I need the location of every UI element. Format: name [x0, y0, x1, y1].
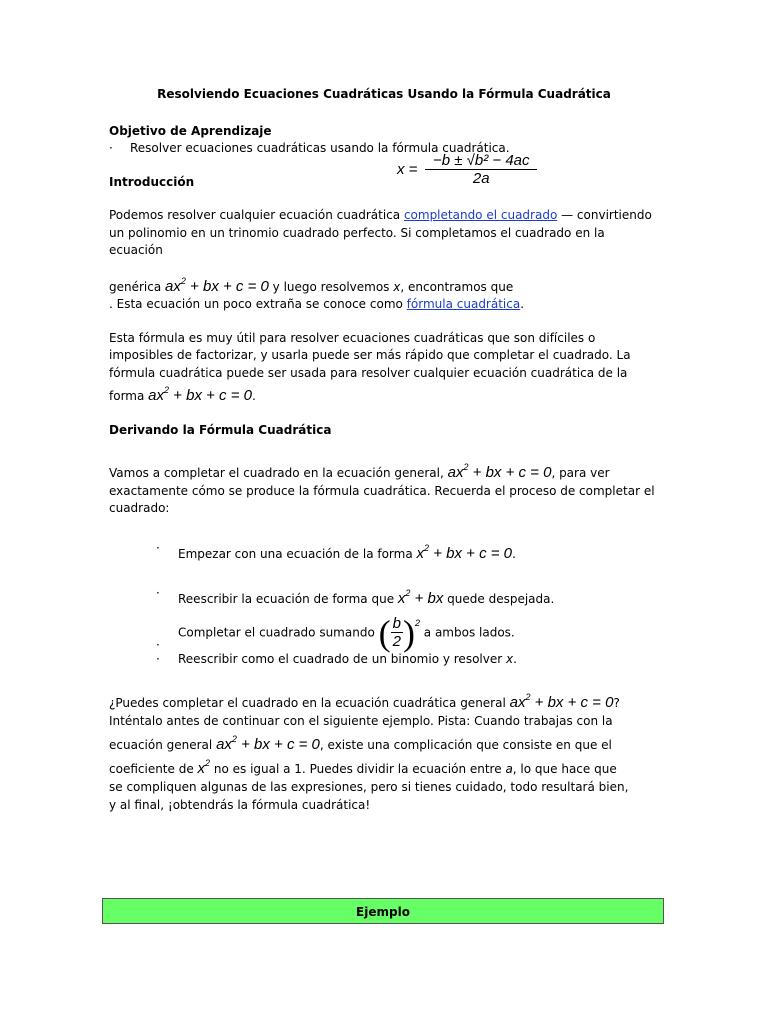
intro-text: Esta fórmula es muy útil para resolver ecuaciones cuadráticas que son difíciles o imposibles de factorizar, y usarla puede ser más rápido que completar el cuadrado. La fórmula cuadrática puede ser usada para resolver cualquier ecuación cuadrática de la forma	[109, 330, 631, 403]
intro-text: genérica	[109, 279, 166, 294]
step-text: a ambos lados.	[419, 625, 515, 639]
x-squared-plus-bx: $x^2$ + bx	[397, 588, 444, 607]
bullet: ·	[156, 637, 160, 652]
step-item: · Reescribir como el cuadrado de un binomio y resolver x.	[109, 651, 659, 669]
intro-paragraph-2	[109, 296, 659, 314]
intro-heading: Introducción	[109, 174, 195, 189]
objective-heading: Objetivo de Aprendizaje	[109, 123, 272, 138]
bullet: ·	[109, 141, 113, 155]
monic-equation: $x^2$ + bx + c = 0	[416, 542, 512, 562]
intro-text: y luego resolvemos	[268, 279, 394, 294]
objective-item	[109, 140, 659, 158]
intro-text: .	[520, 297, 525, 311]
intro-paragraph-3: Esta fórmula es muy útil para resolver ecuaciones cuadráticas que son difíciles o imposibles de factorizar, y usarla puede ser más rápido que completar el cuadrado. La fórmula cuadrática puede ser usada para resolver cualquier ecuación cuadrática de la forma $ax^2$ + bx + c = 0.	[109, 330, 631, 404]
bullet: ·	[156, 586, 160, 600]
example-header	[102, 898, 664, 924]
step-item	[109, 585, 659, 609]
general-equation: $ax^2$ + bx + c = 0	[509, 692, 614, 711]
intro-text: , encontramos que	[400, 279, 514, 294]
derive-heading: Derivando la Fórmula Cuadrática	[109, 422, 332, 437]
quadratic-formula	[397, 152, 537, 187]
half-b-squared: ( $\frac{b}{2}$ ) $^2$	[378, 612, 420, 653]
intro-text: — convirtiendo un polinomio en un trinomio cuadrado perfecto. Si completamos el cuadrado en la ecuación	[109, 208, 652, 257]
step-text: Completar el cuadrado sumando	[178, 625, 379, 639]
intro-text: Podemos resolver cualquier ecuación cuadrática	[109, 208, 404, 222]
page-title: Resolviendo Ecuaciones Cuadráticas Usando la Fórmula Cuadrática	[157, 87, 611, 101]
general-equation: $ax^2$ + bx + c = 0	[447, 462, 552, 481]
objective-text: Resolver ecuaciones cuadráticas usando la fórmula cuadrática.	[130, 141, 510, 155]
intro-paragraph-1	[109, 207, 654, 260]
derive-text: , lo que hace que se compliquen algunas de las expresiones, pero si tienes cuidado, todo resultará bien, y al final, ¡obtendrás la fórmula cuadrática!	[109, 762, 629, 812]
intro-paragraph-1b	[109, 273, 659, 297]
formula-fraction	[425, 152, 537, 187]
derive-text: , existe una complicación que consiste en que el coeficiente de	[109, 738, 612, 776]
variable-a: a	[505, 762, 513, 776]
formula-numerator: −b ± √b² − 4ac	[425, 152, 537, 170]
step-text: Reescribir como el cuadrado de un binomio y resolver	[178, 651, 506, 666]
derive-paragraph-2	[109, 688, 634, 814]
derive-text: ? Inténtalo antes de continuar con el siguiente ejemplo. Pista: Cuando trabajas con la ecuación general	[109, 696, 620, 752]
document-body	[109, 86, 659, 814]
derive-text: no es igual a 1. Puedes dividir la ecuación entre	[210, 762, 506, 776]
derive-text: Vamos a completar el cuadrado en la ecuación general,	[109, 466, 448, 480]
bullet: ·	[156, 540, 160, 555]
step-item	[109, 612, 659, 653]
variable-x: x	[393, 279, 401, 294]
example-label: Ejemplo	[356, 905, 410, 919]
formula-denominator: 2a	[472, 170, 490, 187]
x-squared: $x^2$	[197, 758, 211, 777]
general-equation: $ax^2$ + bx + c = 0	[165, 275, 269, 295]
derive-paragraph-1	[109, 459, 659, 518]
derive-text: ¿Puedes completar el cuadrado en la ecuación cuadrática general	[109, 696, 510, 710]
bullet: ·	[156, 651, 160, 666]
variable-x: x	[505, 651, 514, 666]
step-text: quede despejada.	[443, 592, 555, 606]
general-equation: $ax^2$ + bx + c = 0	[148, 385, 252, 404]
step-text: Reescribir la ecuación de forma que	[178, 592, 398, 606]
derive-text: , para ver exactamente cómo se produce la fórmula cuadrática. Recuerda el proceso de completar el cuadrado:	[109, 466, 655, 515]
quadratic-formula-link[interactable]: fórmula cuadrática	[406, 297, 521, 311]
step-text: Empezar con una ecuación de la forma	[178, 546, 417, 561]
intro-text: . Esta ecuación un poco extraña se conoce como	[109, 297, 407, 311]
completing-square-link[interactable]: completando el cuadrado	[403, 208, 558, 222]
formula-lhs: x =	[397, 161, 418, 178]
step-item: · Empezar con una ecuación de la forma $x^2$ + bx + c = 0.	[156, 540, 516, 562]
general-equation: $ax^2$ + bx + c = 0	[216, 734, 320, 753]
